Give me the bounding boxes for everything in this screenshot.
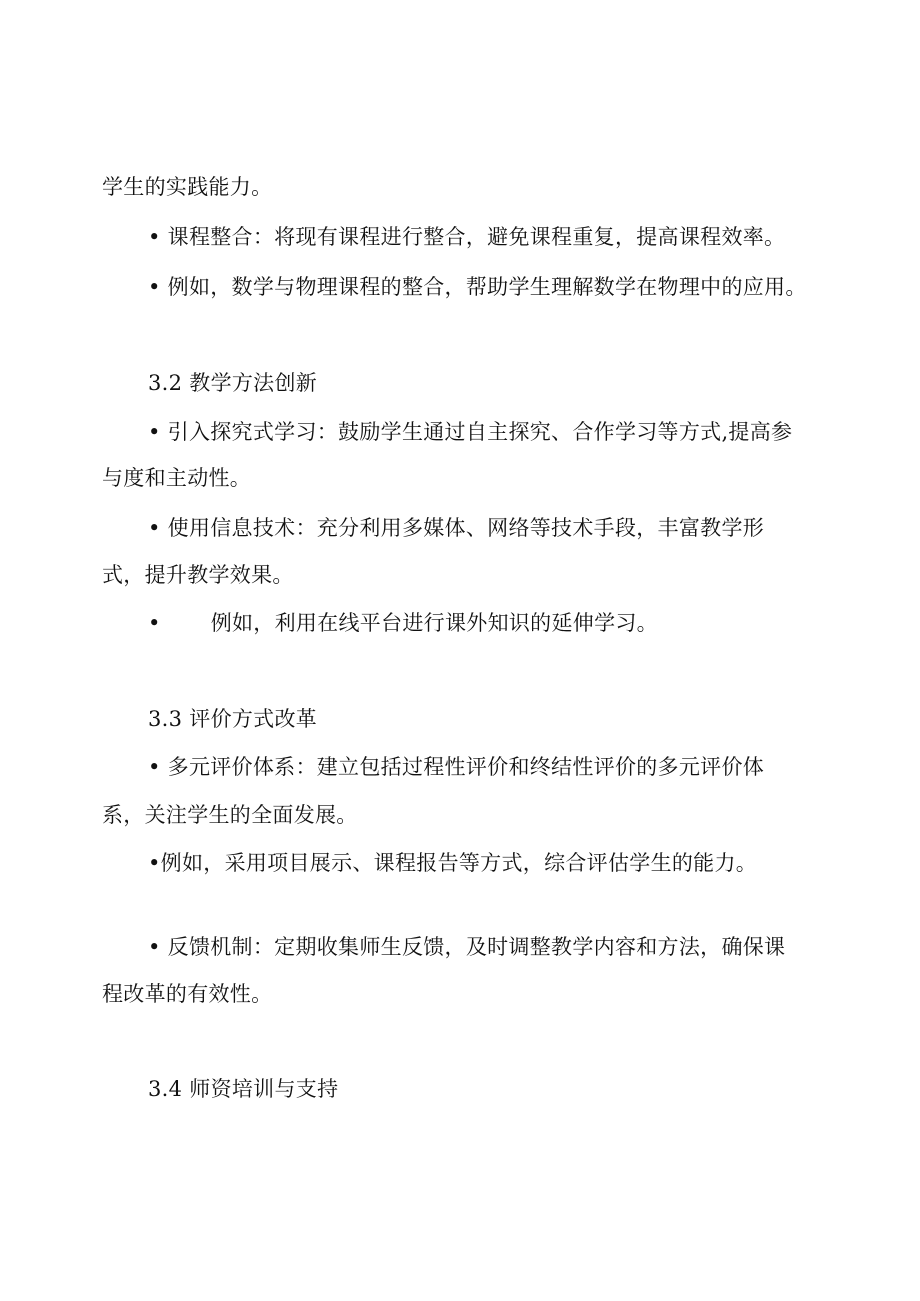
bullet-evaluation-system-line1: • 多元评价体系：建立包括过程性评价和终结性评价的多元评价体 — [148, 755, 765, 779]
bullet-online-platform — [148, 608, 658, 638]
bullet-info-tech-line1: • 使用信息技术：充分利用多媒体、网络等技术手段，丰富教学形 — [148, 516, 765, 540]
bullet-feedback-mechanism-line2: 程改革的有效性。 — [102, 982, 273, 1006]
section-heading-3-4: 3.4 师资培训与支持 — [148, 1077, 339, 1101]
paragraph-continuation: 学生的实践能力。 — [102, 175, 273, 199]
bullet-example-math-physics: • 例如，数学与物理课程的整合，帮助学生理解数学在物理中的应用。 — [148, 275, 807, 299]
section-heading-3-2: 3.2 教学方法创新 — [148, 371, 318, 395]
bullet-feedback-mechanism-line1: • 反馈机制：定期收集师生反馈，及时调整教学内容和方法，确保课 — [148, 935, 786, 959]
bullet-inquiry-learning-line1: • 引入探究式学习：鼓励学生通过自主探究、合作学习等方式,提高参 — [148, 420, 793, 444]
bullet-info-tech-line2: 式，提升教学效果。 — [102, 563, 294, 587]
section-heading-3-3: 3.3 评价方式改革 — [148, 707, 318, 731]
bullet-course-integration: • 课程整合：将现有课程进行整合，避免课程重复，提高课程效率。 — [148, 225, 786, 249]
bullet-example-project-display: •例如，采用项目展示、课程报告等方式，综合评估学生的能力。 — [148, 851, 758, 875]
bullet-inquiry-learning-line2: 与度和主动性。 — [102, 466, 252, 490]
bullet-evaluation-system-line2: 系，关注学生的全面发展。 — [102, 803, 358, 827]
bullet-mark: • — [148, 611, 161, 635]
bullet-online-platform-text: 例如，利用在线平台进行课外知识的延伸学习。 — [210, 611, 658, 635]
